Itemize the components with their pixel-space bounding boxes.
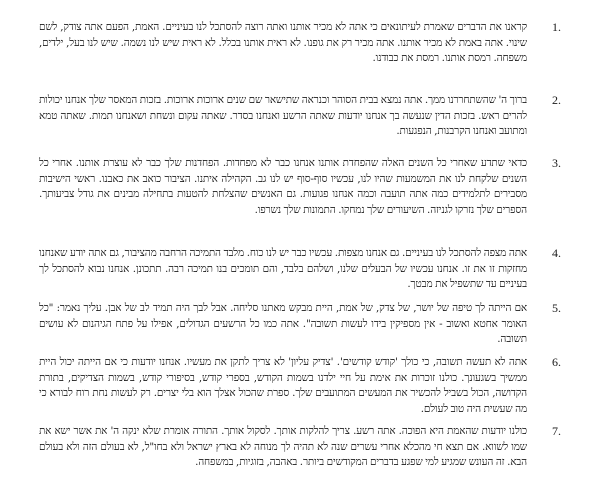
item-paragraph: ברוך ה' שהשתחררנו ממך. אתה נמצא בבית הסוהר וכנראה שתישאר שם שנים ארוכות ארוכות. בזכות המאסר שלך אנחנו יכולות להרים ראש. בזכות הדין שנעשה בך אנחנו יודעות שאתה הרשע ואנחנו בסדר. שאתה עקום ונשחת ושאנחנו תמות. שאתה טמא ומתועב ואנחנו הקרבנות, הנפגעות.	[39, 94, 527, 138]
item-paragraph: קראנו את הדברים שאמרת לעיתונאים כי אתה לא מכיר אותנו ואתה רוצה להסתכל לנו בעיניים. האמת, הפעם אתה צודק, לשם שינוי. אתה באמת לא מכיר אותנו. אתה מכיר רק את גופנו. לא ראית אותנו בכלל. לא ראית שיש לנו נשמה. שיש לנו בעל, ילדים, משפחה. רמסת אותנו. רמסת את כבודנו.	[39, 21, 527, 65]
item-number: 6.	[552, 355, 561, 369]
item-number: 2.	[552, 93, 561, 107]
item-paragraph: אם הייתה לך טיפה של יושר, של צדק, של אמת, היית מבקש מאתנו סליחה. אבל לבך היה תמיד לב של אבן. עליך נאמר: "כל האומר אחטא ואשוב - אין מספיקין בידו לעשות תשובה". אתה כמו כל הרשעים הגדולים, אפילו על פתח הגיהנום לא עושים תשובה.	[39, 302, 527, 346]
item-number: 5.	[552, 301, 561, 315]
item-paragraph: אתה מצפה להסתכל לנו בעיניים. גם אנחנו מצפות. עכשיו כבר יש לנו כוח. מלבד התמיכה הרחבה מהציבור, גם אתה יודע שאנחנו מחזקות זו את זו. אנחנו עכשיו של הבעלים שלנו, ושלהם בלבד, והם תומכים בנו תמיכה רבה. תתכונן. אנחנו נבוא להסתכל לך בעיניים עד שתשפיל את מבטך.	[39, 247, 527, 291]
item-paragraph: כדאי שתדע שאחרי כל השנים האלה שהפחדת אותנו אנחנו כבר לא מפחדות. הפחדנות שלך כבר לא עוצרת אותנו. אחרי כל השנים שלקחת לנו את המשמעות שהיו לנו, עכשיו סוף-סוף יש לנו גב. הקהילה איתנו. הציבור כואב את כאבנו. ראשי הישיבות מסבירים לתלמידים כמה אתה תועבה וכמה אנחנו פגועות. גם האנשים שהצלחת להטעות בתחילה מבינים את גודל צביעותך. הספרים שלך נזרקו לגניזה. השיעורים שלך נמחקו. התמונות שלך נשרפו.	[39, 157, 527, 216]
item-number: 1.	[552, 20, 561, 34]
item-number: 7.	[552, 424, 561, 438]
item-number: 4.	[552, 246, 561, 260]
item-number: 3.	[552, 156, 561, 170]
item-paragraph: כולנו יודעות שהאמת היא הפוכה. אתה רשע. צריך להלקות אותך. לסקול אותך. התורה אומרת שלא ינקה ה' את אשר ישא את שמו לשווא. אם תצא חי מהכלא אחרי עשרים שנה לא תהיה לך מנוחה לא בארץ ישראל ולא בחו"ל, לא בעולם הזה ולא בעולם הבא. זה העונש שמגיע למי שפגע בדברים המקודשים ביותר. באהבה, בזוגיות, במשפחה.	[39, 425, 527, 469]
item-paragraph: אתה לא תעשה תשובה, כי כולך 'קודש קודשים'. 'צדיק עליון' לא צריך לתקן את מעשיו. אנחנו יודעות כי אם הייתה יכול היית ממשיך בשגעונך. כולנו זוכרות את אימת על חיי ילדנו בשמות הקודש, בספרי קודש, בסיפורי קודש, בשמות הצדיקים, בתורת הקדושה, הכול בשביל להכשיר את המעשים המתועבים שלך. ספרת שהכול אצלך הוא בלי יצרים. רק לעשות נחת רוח לבורא כי מה שעשית היה טוב לעולם.	[39, 356, 527, 415]
